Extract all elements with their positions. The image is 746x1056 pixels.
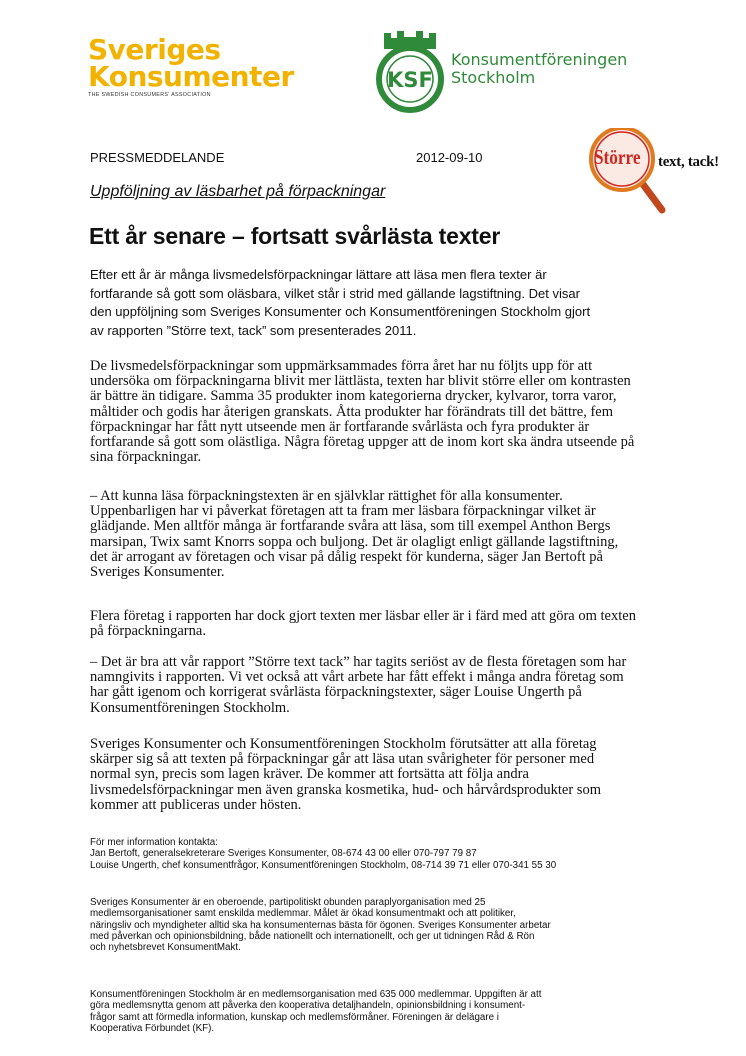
text-line: skärper sig så att texten på förpackningar går att läsa utan svårigheter för personer med	[90, 751, 595, 768]
text-line: kommer att publiceras under hösten.	[90, 796, 302, 813]
logo-sk-line2: Konsumenter	[88, 60, 294, 93]
body-paragraph-1	[90, 359, 668, 465]
text-line: frågor samt att förmedla information, kunskap och medlemsförmåner. Föreningen är delägare i	[90, 1011, 499, 1023]
ksf-name-line2: Stockholm	[451, 68, 536, 87]
text-line: Sveriges Konsumenter.	[90, 564, 225, 581]
text-line: den uppföljning som Sveriges Konsumenter och Konsumentföreningen Stockholm gjort	[90, 304, 591, 319]
text-line: undersöka om förpackningarna blivit mer lättlästa, texten har blivit större eller om kontrasten	[90, 373, 631, 390]
text-line: livsmedelsförpackningar men även granska kosmetika, hud- och hårvårdsprodukter som	[90, 781, 601, 798]
contact-heading: För mer information kontakta:	[90, 837, 218, 848]
text-line: göra medlemsnytta genom att påverka den kooperativa detaljhandeln, opinionsbildning i konsument-	[90, 1000, 526, 1012]
text-line: De livsmedelsförpackningar som uppmärksammades förra året har nu följts upp för att	[90, 358, 593, 374]
text-line: Konsumentföreningen Stockholm är en medlemsorganisation med 635 000 medlemmar. Uppgiften är att	[90, 989, 542, 1000]
text-line: Flera företag i rapporten har dock gjort texten mer läsbar eller är i färd med att göra om texten	[90, 608, 636, 624]
sveriges-konsumenter-logo	[88, 33, 328, 106]
logo-sk-line1: Sveriges	[88, 33, 221, 66]
subtitle: Uppföljning av läsbarhet på förpackningar	[90, 183, 386, 200]
campaign-word-2: text, tack!	[658, 154, 719, 170]
text-line: Sveriges Konsumenter är en oberoende, partipolitiskt obunden paraplyorganisation med 25	[90, 897, 486, 908]
body-paragraph-2	[90, 489, 668, 580]
text-line: måltider och godis har återigen granskats. Åtta produkter har förändrats till det bättre, fem	[90, 403, 614, 420]
text-line: förpackningar har fått nytt utseende men är fortfarande svårlästa och fyra produkter är	[90, 418, 590, 435]
text-line: Efter ett år är många livsmedelsförpackningar lättare att läsa men flera texter är	[90, 267, 547, 282]
text-line: är bättre än tidigare. Samma 35 produkter inom kategorierna drycker, kylvaror, torra varor,	[90, 388, 617, 405]
text-line: sina förpackningar.	[90, 449, 202, 466]
contact-line: Louise Ungerth, chef konsumentfrågor, Konsumentföreningen Stockholm, 08-714 39 71 eller 070-341 55 30	[90, 859, 557, 871]
campaign-word-1: Större	[593, 145, 641, 169]
ksf-emblem-icon	[374, 27, 446, 119]
ksf-monogram: KSF	[387, 68, 433, 92]
text-line: näringsliv och myndigheter alltid ska ha konsumenternas bästa för ögonen. Sveriges Konsumenter arbetar	[90, 919, 551, 931]
body-paragraph-4	[90, 655, 668, 716]
text-line: av rapporten ”Större text, tack” som presenterades 2011.	[90, 322, 417, 338]
ksf-logo-name	[451, 51, 627, 87]
text-line: Kooperativa Förbundet (KF).	[90, 1022, 215, 1034]
about-sveriges-konsumenter	[90, 897, 668, 953]
press-date: 2012-09-10	[416, 150, 483, 165]
magnifier-icon	[582, 128, 722, 218]
press-label: PRESSMEDDELANDE	[90, 150, 225, 165]
text-line: på förpackningarna.	[90, 623, 206, 640]
headline: Ett år senare – fortsatt svårlästa texter	[89, 223, 501, 249]
text-line: fortfarande så gott som olästliga. Några företag uppger att de inom kort ska ändra utseende på	[90, 434, 635, 451]
text-line: har gått igenom och korrigerat svårlästa förpackningstexter, säger Louise Ungerth på	[90, 684, 582, 701]
text-line: – Det är bra att vår rapport ”Större text tack” har tagits seriöst av de flesta företagen som har	[90, 654, 627, 670]
text-line: – Att kunna läsa förpackningstexten är en självklar rättighet för alla konsumenter.	[90, 488, 563, 504]
body-paragraph-5	[90, 737, 668, 813]
text-line: det är arrogant av företagen och visar på dålig respekt för kunderna, säger Jan Bertoft på	[90, 548, 603, 565]
text-line: med påverkan och opinionsbildning, både nationellt och internationellt, och ger ut tidningen Råd & Rön	[90, 930, 535, 942]
text-line: namngivits i rapporten. Vi vet också att vårt arbete har fått effekt i många andra företag som	[90, 669, 624, 686]
campaign-badge	[582, 128, 722, 218]
text-line: fortfarande så gott som oläsbara, vilket står i strid med gällande lagstiftning. Det visar	[90, 285, 580, 301]
contact-block	[90, 837, 668, 871]
text-line: marsipan, Twix samt Knorrs soppa och buljong. Det är olagligt enligt gällande lagstiftning,	[90, 533, 619, 550]
ksf-name-line1: Konsumentföreningen	[451, 50, 628, 69]
body-paragraph-3	[90, 609, 668, 639]
text-line: Konsumentföreningen Stockholm.	[90, 699, 290, 716]
text-line: Uppenbarligen har vi påverkat företagen att ta fram mer läsbara förpackningar vilket är	[90, 503, 596, 520]
ksf-logo	[374, 27, 674, 119]
text-line: glädjande. Men alltför många är fortfarande svåra att läsa, som till exempel Anthon Bergs	[90, 518, 611, 535]
text-line: medlemsorganisationer samt enskilda medlemmar. Målet är ökad konsumentmakt och att politiker,	[90, 908, 516, 920]
text-line: Sveriges Konsumenter och Konsumentföreningen Stockholm förutsätter att alla företag	[90, 736, 597, 752]
logo-sk-tagline: THE SWEDISH CONSUMERS' ASSOCIATION	[88, 92, 211, 98]
contact-line: Jan Bertoft, generalsekreterare Sveriges Konsumenter, 08-674 43 00 eller 070-797 79 87	[90, 848, 477, 860]
about-konsumentforeningen	[90, 989, 668, 1034]
intro-paragraph	[90, 266, 668, 340]
text-line: normal syn, precis som lagen kräver. De kommer att fortsätta att följa andra	[90, 766, 529, 783]
text-line: och nyhetsbrevet KonsumentMakt.	[90, 942, 241, 954]
